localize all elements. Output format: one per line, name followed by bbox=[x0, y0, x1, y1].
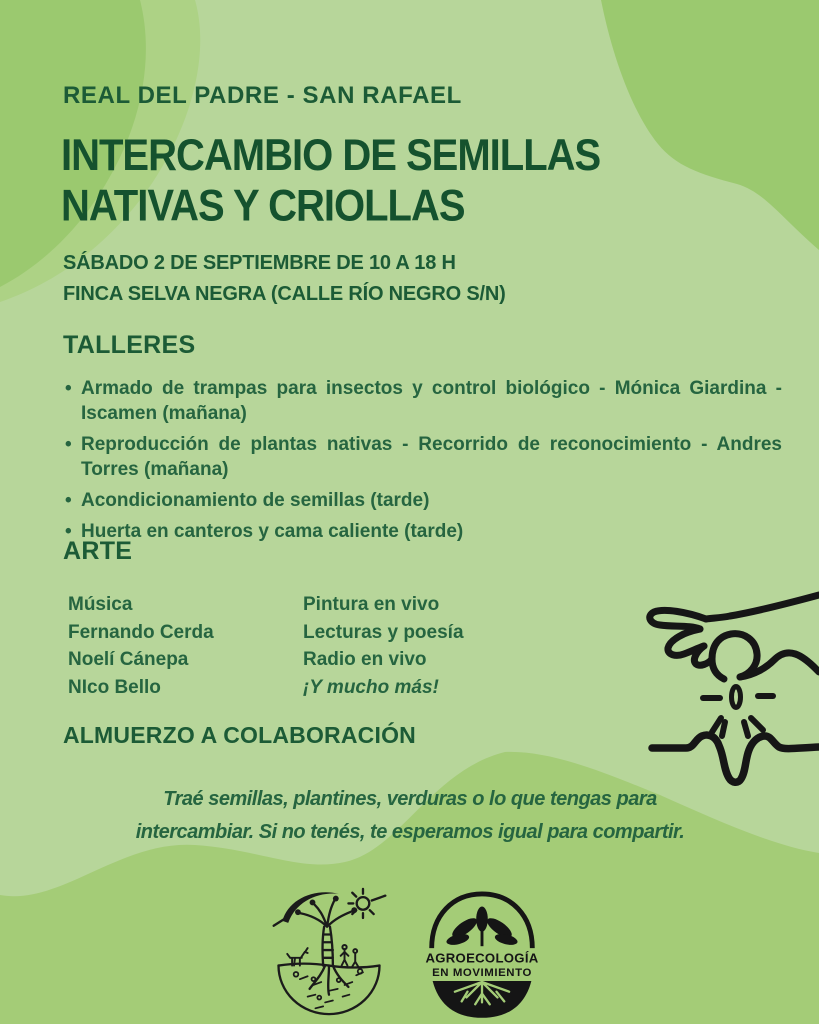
taller-item: • Reproducción de plantas nativas - Recorrido de reconocimiento - Andres Torres (mañana) bbox=[63, 432, 782, 482]
hand-thumb bbox=[712, 659, 724, 679]
lunch-note: ALMUERZO A COLABORACIÓN bbox=[63, 722, 416, 748]
tree-branches bbox=[300, 900, 352, 927]
bring-seeds-note-line1: Traé semillas, plantines, verduras o lo que tengas para bbox=[163, 788, 657, 810]
hand-planting-seed-icon bbox=[632, 572, 819, 797]
arte-item: NIco Bello bbox=[68, 676, 161, 698]
bird-silhouette bbox=[282, 892, 338, 923]
agroecologia-en-movimiento-logo bbox=[422, 884, 542, 1020]
tree-of-life-earth-logo bbox=[270, 884, 388, 1018]
ground-line-with-hole bbox=[652, 735, 819, 782]
arte-item: Lecturas y poesía bbox=[303, 621, 464, 643]
arte-item: Radio en vivo bbox=[303, 649, 427, 670]
arte-item: Música bbox=[68, 594, 133, 615]
arte-column-right bbox=[303, 591, 464, 701]
soil-hatching bbox=[300, 972, 363, 1008]
arte-item-emphasis: ¡Y mucho más! bbox=[303, 676, 439, 698]
taller-item: • Acondicionamiento de semillas (tarde) bbox=[63, 488, 782, 513]
arte-item: Noelí Cánepa bbox=[68, 649, 189, 670]
blob-top-right bbox=[601, 0, 819, 250]
bring-seeds-note-line2: intercambiar. Si no tenés, te esperamos igual para compartir. bbox=[135, 821, 685, 843]
poster-title bbox=[61, 131, 600, 232]
location-kicker: REAL DEL PADRE - SAN RAFAEL bbox=[63, 82, 462, 109]
arte-column-left bbox=[68, 591, 214, 701]
logo-text-line1: AGROECOLOGÍA bbox=[425, 950, 539, 966]
taller-item: • Huerta en canteros y cama caliente (tarde) bbox=[63, 519, 782, 544]
people-figures bbox=[341, 945, 358, 967]
seed-icon bbox=[732, 687, 741, 708]
tree-trunk bbox=[323, 927, 333, 966]
poster-title-line2: NATIVAS Y CRIOLLAS bbox=[61, 181, 465, 231]
talleres-list bbox=[63, 376, 782, 550]
event-date-time: SÁBADO 2 DE SEPTIEMBRE DE 10 A 18 H bbox=[63, 252, 456, 274]
plant-leaves bbox=[445, 907, 518, 947]
poster-title-line1: INTERCAMBIO DE SEMILLAS bbox=[61, 131, 601, 181]
sun-icon bbox=[348, 889, 385, 918]
talleres-heading: TALLERES bbox=[63, 331, 196, 359]
hand-arm-top bbox=[706, 595, 819, 619]
arte-item: Pintura en vivo bbox=[303, 594, 440, 615]
logo-text-line2: EN MOVIMIENTO bbox=[432, 967, 532, 980]
taller-item: • Armado de trampas para insectos y control biológico - Mónica Giardina - Iscamen (mañana) bbox=[63, 376, 782, 426]
event-venue: FINCA SELVA NEGRA (CALLE RÍO NEGRO S/N) bbox=[63, 283, 506, 305]
arte-item: Fernando Cerda bbox=[68, 621, 214, 643]
arte-heading: ARTE bbox=[63, 537, 133, 565]
